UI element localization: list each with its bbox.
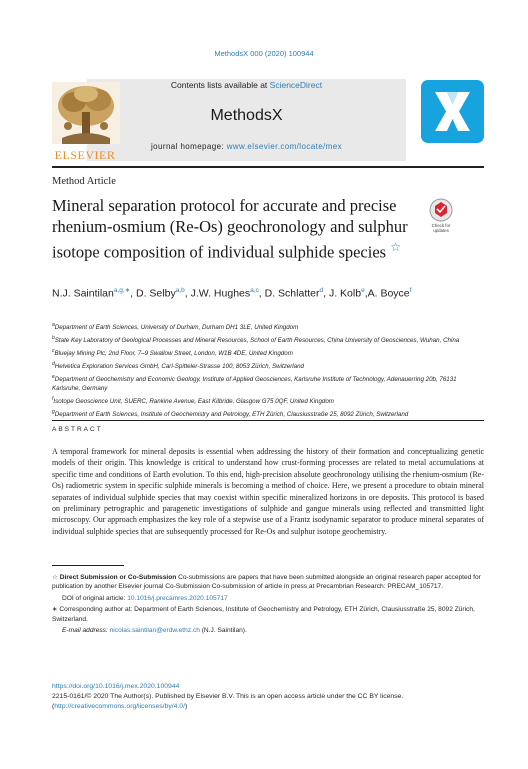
abstract-text: A temporal framework for mineral deposits is essential when addressing the history of their formation and conceptualizing genetic models of their origin. This knowledge is critical to understand how crust-forming processes are related to metal accumulations at specific time and conditions of Earth evolution. To this end, high-precision absolute geochronology utilising the rhenium-osmium (Re-Os) radiometric system in specific sulphide minerals is becoming a method of choice. Here, we present a procedure to obtain mineral separates of individual sulphide species that may coexist within specific mineralized horizons in ore deposits. This protocol is based on preliminary petrographic and paragenetic investigations of sulphide and gangue minerals using reflected and transmitted light microscopy. Our approach emphasizes the key role of a stepwise use of a Frantz isodynamic separator to produce mineral separates of individual sulphide species that are subsequently processed for Re-Os and sulphur isotope geochemistry.: [52, 447, 484, 536]
footnote-submission-text: Co-submissions are papers that have been submitted alongside an original research paper accepted for publication by another Elsevier journal Co-Submission Co-submission of article in press at Precambrian Research: PRECAM_105717.: [52, 574, 481, 591]
footnote-star-icon: ☆: [52, 574, 60, 581]
affiliation-key: d: [52, 361, 55, 368]
license-url-link[interactable]: http://creativecommons.org/licenses/by/4.0/: [54, 703, 185, 710]
footnote-corresponding-text: Corresponding author at: Department of Earth Sciences, Institute of Geochemistry and Petrology, ETH Zürich, Clausiusstraße 25, 8092 Zürich, Switzerland.: [52, 606, 475, 623]
journal-homepage: [87, 142, 406, 151]
journal-name: MethodsX: [210, 107, 283, 124]
affiliation-item: [52, 360, 484, 371]
affiliation-text: State Key Laboratory of Geological Processes and Mineral Resources, School of Earth Resources, China University of Geosciences, Wuhan, China: [54, 337, 460, 345]
methodsx-logo: [421, 80, 484, 143]
sciencedirect-link[interactable]: ScienceDirect: [269, 80, 323, 90]
footnote-submission: [52, 573, 484, 592]
license-text: 2215-0161/© 2020 The Author(s). Published by Elsevier B.V. This is an open access article under the CC BY license.: [52, 693, 404, 700]
homepage-prefix: journal homepage:: [151, 142, 227, 151]
title-star-icon[interactable]: ☆: [390, 240, 401, 254]
footnote-email: [52, 626, 484, 635]
footnote-email-suffix: (N.J. Saintilan).: [199, 627, 247, 635]
header-rule: [52, 166, 484, 168]
methodsx-x-icon: [421, 80, 484, 143]
footnote-submission-label: Direct Submission or Co-Submission: [59, 574, 177, 581]
affiliation-item: [52, 334, 484, 345]
author-name: A. Boyce: [367, 287, 410, 300]
contents-line: [87, 80, 406, 90]
author-separator: ,: [130, 287, 137, 300]
author-separator: ,: [323, 287, 329, 300]
footnote-asterisk-icon: ∗: [52, 606, 60, 614]
affiliation-key: f: [52, 395, 54, 402]
footnote-email-prefix: E-mail address:: [62, 627, 110, 635]
article-doi-link[interactable]: https://doi.org/10.1016/j.mex.2020.100944: [52, 683, 180, 690]
author-name: J.W. Hughes: [190, 287, 251, 300]
affiliation-key: g: [52, 408, 55, 415]
affiliation-item: [52, 395, 484, 406]
author-affiliation-marker[interactable]: d: [319, 287, 324, 294]
affiliation-text: Isotope Geoscience Unit, SUERC, Rankine Avenue, East Kilbride, Glasgow G75 0QF, United Kingdom: [53, 397, 334, 405]
affiliation-text: Department of Geochemistry and Economic Geology, Institute of Applied Geosciences, Karlsruhe Institute of Technology, Adenauerring 20b, 76131 Karlsruhe, Germany: [52, 376, 457, 392]
author-affiliation-marker[interactable]: f: [409, 287, 412, 294]
author-name: D. Schlatter: [264, 287, 320, 300]
affiliation-item: [52, 408, 484, 419]
affiliation-list: [52, 321, 484, 421]
affiliation-key: a: [52, 322, 55, 328]
footnote-corresponding: [52, 605, 484, 624]
author-list: [52, 283, 484, 302]
affiliation-text: Department of Earth Sciences, University of Durham, Durham DH1 3LE, United Kingdom: [54, 324, 299, 332]
bottom-info: [52, 682, 484, 712]
abstract-rule: [52, 420, 484, 421]
license-url-line: (http://creativecommons.org/licenses/by/4.0/): [52, 703, 188, 710]
author-affiliation-marker[interactable]: a,g,∗: [113, 287, 131, 294]
affiliation-key: c: [52, 348, 55, 355]
affiliation-item: [52, 373, 484, 392]
affiliation-text: Bluejay Mining Plc, 2nd Floor, 7–9 Swallow Street, London, W1B 4DE, United Kingdom: [54, 350, 293, 358]
affiliation-item: [52, 321, 484, 332]
affiliation-key: e: [52, 374, 55, 381]
footnote-rule: [52, 565, 124, 566]
check-for-updates-icon[interactable]: [427, 197, 455, 235]
affiliation-item: [52, 347, 484, 358]
author-separator: ,: [364, 287, 368, 300]
author-name: N.J. Saintilan: [52, 287, 114, 300]
affiliation-text: Helvetica Exploration Services GmbH, Carl-Spitteler-Strasse 100, 8053 Zürich, Switzerland: [54, 363, 304, 371]
author-name: J. Kolb: [328, 287, 362, 300]
journal-reference[interactable]: MethodsX 000 (2020) 100944: [214, 49, 314, 58]
elsevier-wordmark: ELSEVIER: [54, 148, 116, 162]
author-separator: ,: [258, 287, 265, 300]
article-title-text: Mineral separation protocol for accurate and precise rhenium-osmium (Re-Os) geochronology and sulphur isotope composition of individual sulphide species: [52, 196, 408, 262]
footnote-doi: [52, 594, 484, 603]
author-affiliation-marker[interactable]: a,b: [175, 287, 185, 294]
author-separator: ,: [184, 287, 191, 300]
footnote-doi-prefix: DOI of original article:: [62, 594, 128, 602]
check-updates-label-line2: updates: [433, 228, 449, 233]
author-email-link[interactable]: nicolas.saintilan@erdw.ethz.ch: [109, 627, 200, 635]
author-affiliation-marker[interactable]: e: [361, 287, 365, 294]
homepage-link[interactable]: www.elsevier.com/locate/mex: [226, 142, 342, 151]
article-title: [52, 196, 412, 263]
author-affiliation-marker[interactable]: a,c: [250, 287, 259, 294]
article-type: Method Article: [52, 176, 116, 187]
check-updates-label-line1: Check for: [431, 223, 451, 228]
contents-prefix: Contents lists available at: [170, 80, 270, 90]
author-name: D. Selby: [136, 287, 176, 300]
original-article-doi-link[interactable]: 10.1016/j.precamres.2020.105717: [127, 594, 228, 602]
abstract-heading: ABSTRACT: [52, 426, 103, 433]
affiliation-key: b: [52, 335, 55, 342]
footnotes: [52, 573, 484, 637]
affiliation-text: Department of Earth Sciences, Institute of Geochemistry and Petrology, ETH Zürich, Clausiusstraße 25, 8092 Zürich, Switzerland: [54, 410, 409, 418]
